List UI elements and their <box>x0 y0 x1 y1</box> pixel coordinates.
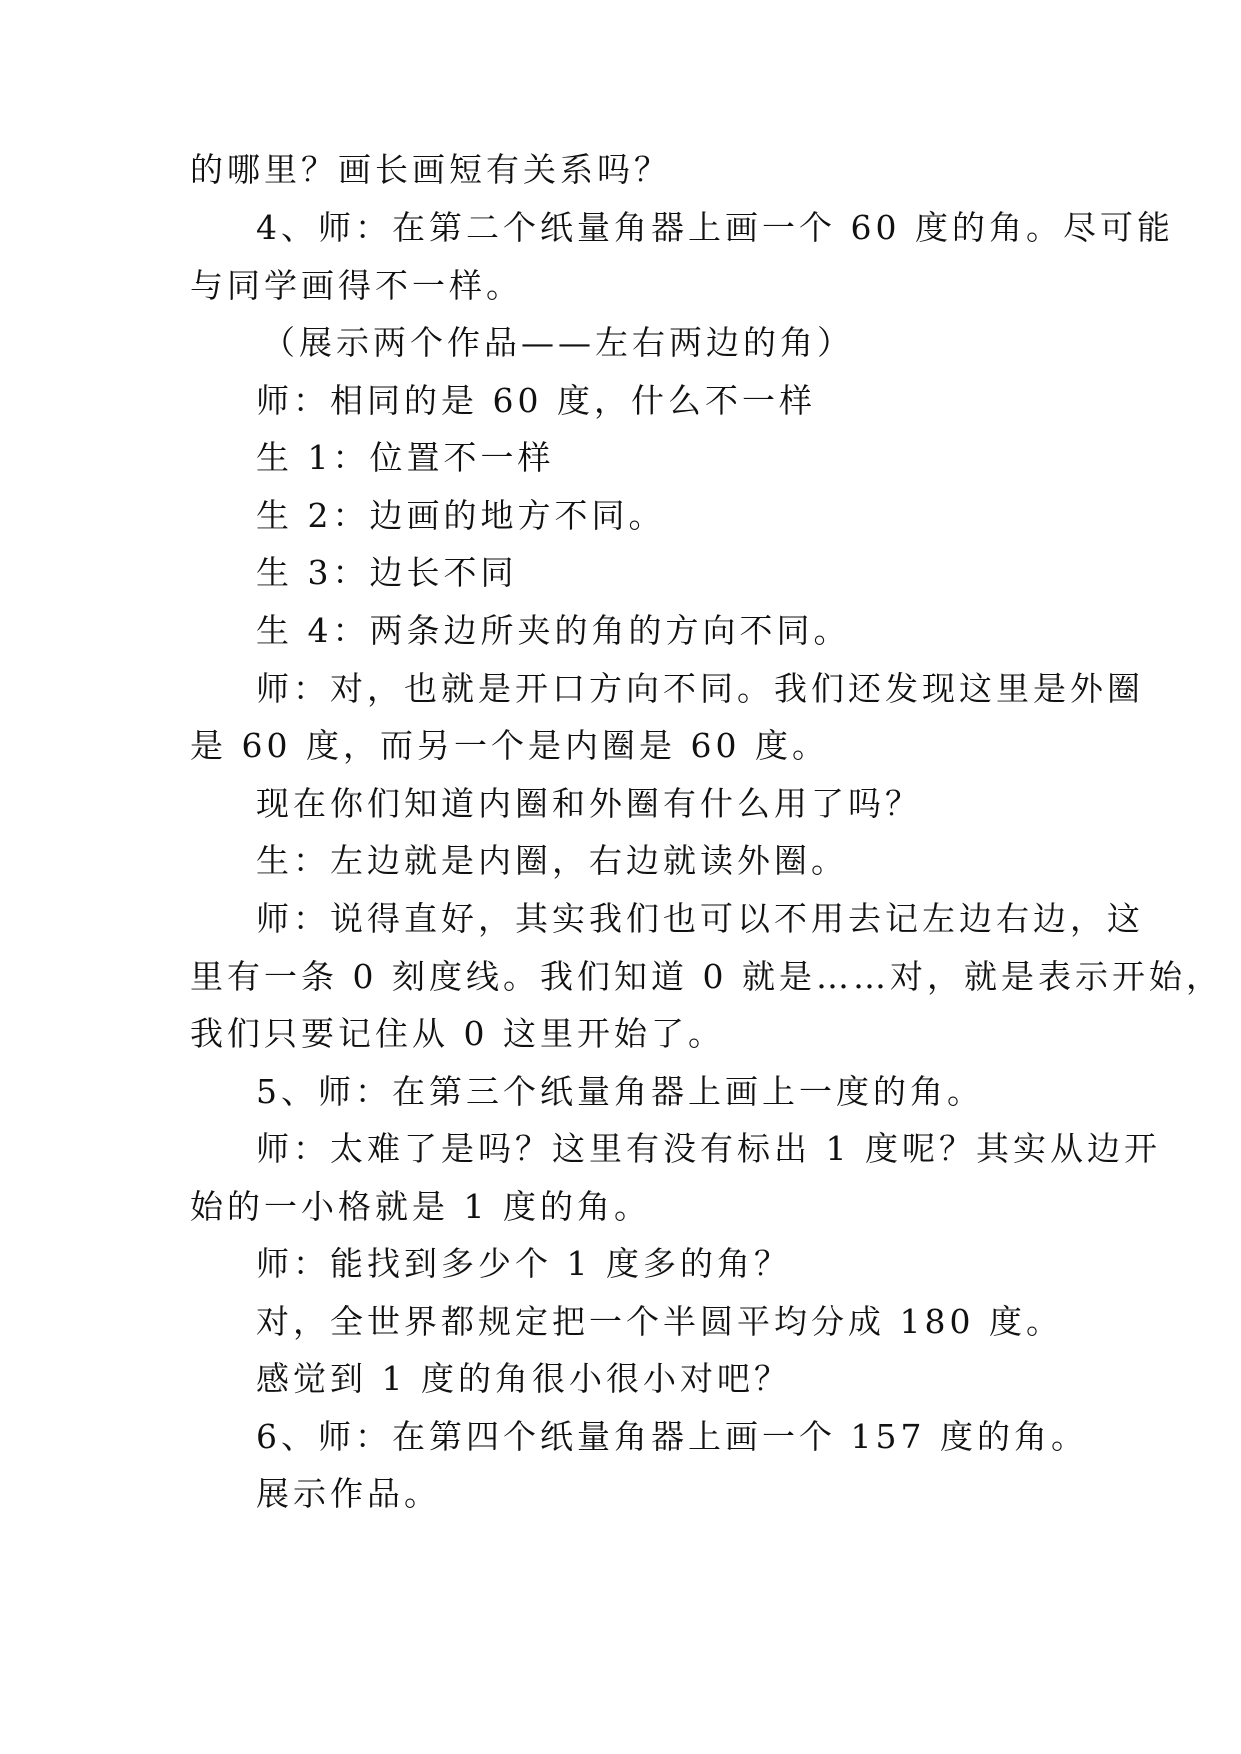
text-line-23: 6、师：在第四个纸量角器上画一个 157 度的角。 <box>256 1417 1088 1456</box>
text-line-8: 生 3：边长不同 <box>256 553 518 592</box>
text-line-11: 是 60 度，而另一个是内圈是 60 度。 <box>190 726 829 765</box>
text-line-20: 师：能找到多少个 1 度多的角？ <box>256 1244 791 1283</box>
text-line-4: （展示两个作品——左右两边的角） <box>262 323 854 362</box>
text-line-24: 展示作品。 <box>256 1474 441 1513</box>
text-line-5: 师：相同的是 60 度，什么不一样 <box>256 381 816 420</box>
text-line-15: 里有一条 0 刻度线。我们知道 0 就是……对，就是表示开始， <box>190 957 1223 996</box>
text-line-19: 始的一小格就是 1 度的角。 <box>190 1187 651 1226</box>
text-line-6: 生 1：位置不一样 <box>256 438 555 477</box>
text-line-16: 我们只要记住从 0 这里开始了。 <box>190 1014 725 1053</box>
text-line-14: 师：说得直好，其实我们也可以不用去记左边右边，这 <box>256 899 1144 938</box>
text-line-10: 师：对，也就是开口方向不同。我们还发现这里是外圈 <box>256 669 1144 708</box>
text-line-18: 师：太难了是吗？这里有没有标出 1 度呢？其实从边开 <box>256 1129 1161 1168</box>
text-line-13: 生：左边就是内圈，右边就读外圈。 <box>256 841 848 880</box>
text-line-9: 生 4：两条边所夹的角的方向不同。 <box>256 611 851 650</box>
text-line-21: 对，全世界都规定把一个半圆平均分成 180 度。 <box>256 1302 1063 1341</box>
text-line-22: 感觉到 1 度的角很小很小对吧？ <box>256 1359 791 1398</box>
text-line-7: 生 2：边画的地方不同。 <box>256 496 666 535</box>
text-line-3: 与同学画得不一样。 <box>190 266 523 305</box>
text-line-12: 现在你们知道内圈和外圈有什么用了吗？ <box>256 784 922 823</box>
text-line-1: 的哪里？画长画短有关系吗？ <box>190 150 671 189</box>
text-line-2: 4、师：在第二个纸量角器上画一个 60 度的角。尽可能 <box>256 208 1174 247</box>
text-line-17: 5、师：在第三个纸量角器上画上一度的角。 <box>256 1072 984 1111</box>
